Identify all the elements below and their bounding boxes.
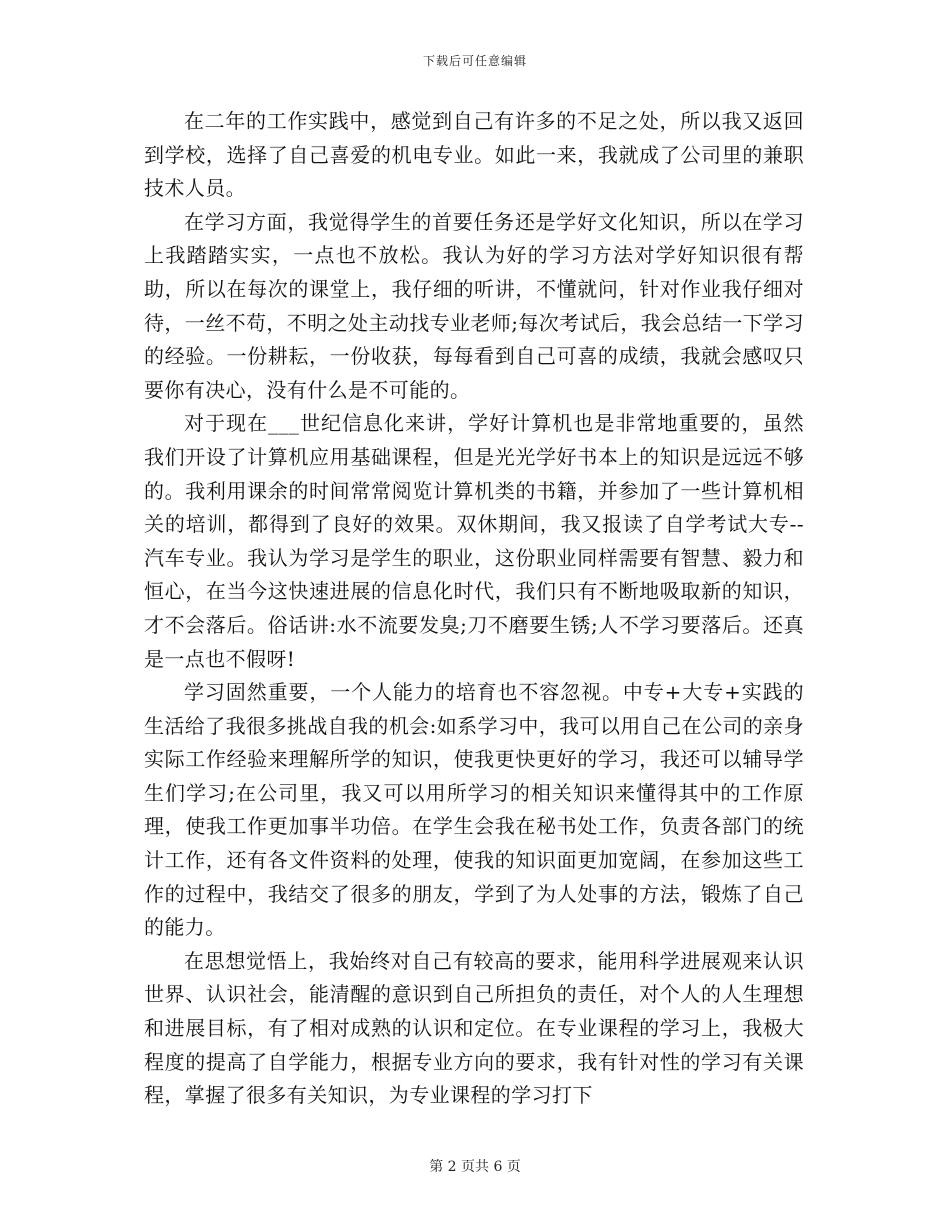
header-note: 下载后可任意编辑 — [422, 54, 527, 68]
paragraph-5: 在思想觉悟上，我始终对自己有较高的要求，能用科学进展观来认识世界、认识社会，能清醒的意识到自己所担负的责任，对个人的人生理想和进展目标，有了相对成熟的认识和定位。在专业课程的学习上，我极大程度的提高了自学能力，根据专业方向的要求，我有针对性的学习有关课程，掌握了很多有关知识，为专业课程的学习打下 — [144, 948, 804, 1108]
paragraph-3: 对于现在___世纪信息化来讲，学好计算机也是非常地重要的，虽然我们开设了计算机应用基础课程，但是光光学好书本上的知识是远远不够的。我利用课余的时间常常阅览计算机类的书籍，并参加了一些计算机相关的培训，都得到了良好的效果。双休期间，我又报读了自学考试大专--汽车专业。我认为学习是学生的职业，这份职业同样需要有智慧、毅力和恒心，在当今这快速进展的信息化时代，我们只有不断地吸取新的知识，才不会落后。俗话讲:水不流要发臭;刀不磨要生锈;人不学习要落后。还真是一点也不假呀! — [144, 411, 804, 671]
body-text — [144, 105, 804, 1113]
paragraph-4: 学习固然重要，一个人能力的培育也不容忽视。中专+大专+实践的生活给了我很多挑战自我的机会:如系学习中，我可以用自己在公司的亲身实际工作经验来理解所学的知识，使我更快更好的学习，我还可以辅导学生们学习;在公司里，我又可以用所学习的相关知识来懂得其中的工作原理，使我工作更加事半功倍。在学生会我在秘书处工作，负责各部门的统计工作，还有各文件资料的处理，使我的知识面更加宽阔，在参加这些工作的过程中，我结交了很多的朋友，学到了为人处事的方法，锻炼了自己的能力。 — [144, 680, 804, 940]
page-number: 第 2 页共 6 页 — [429, 1159, 521, 1175]
paragraph-2: 在学习方面，我觉得学生的首要任务还是学好文化知识，所以在学习上我踏踏实实，一点也不放松。我认为好的学习方法对学好知识很有帮助，所以在每次的课堂上，我仔细的听讲，不懂就问，针对作业我仔细对待，一丝不苟，不明之处主动找专业老师;每次考试后，我会总结一下学习的经验。一份耕耘，一份收获，每每看到自己可喜的成绩，我就会感叹只要你有决心，没有什么是不可能的。 — [144, 209, 804, 402]
paragraph-1: 在二年的工作实践中，感觉到自己有许多的不足之处，所以我又返回到学校，选择了自己喜爱的机电专业。如此一来，我就成了公司里的兼职技术人员。 — [144, 109, 804, 201]
